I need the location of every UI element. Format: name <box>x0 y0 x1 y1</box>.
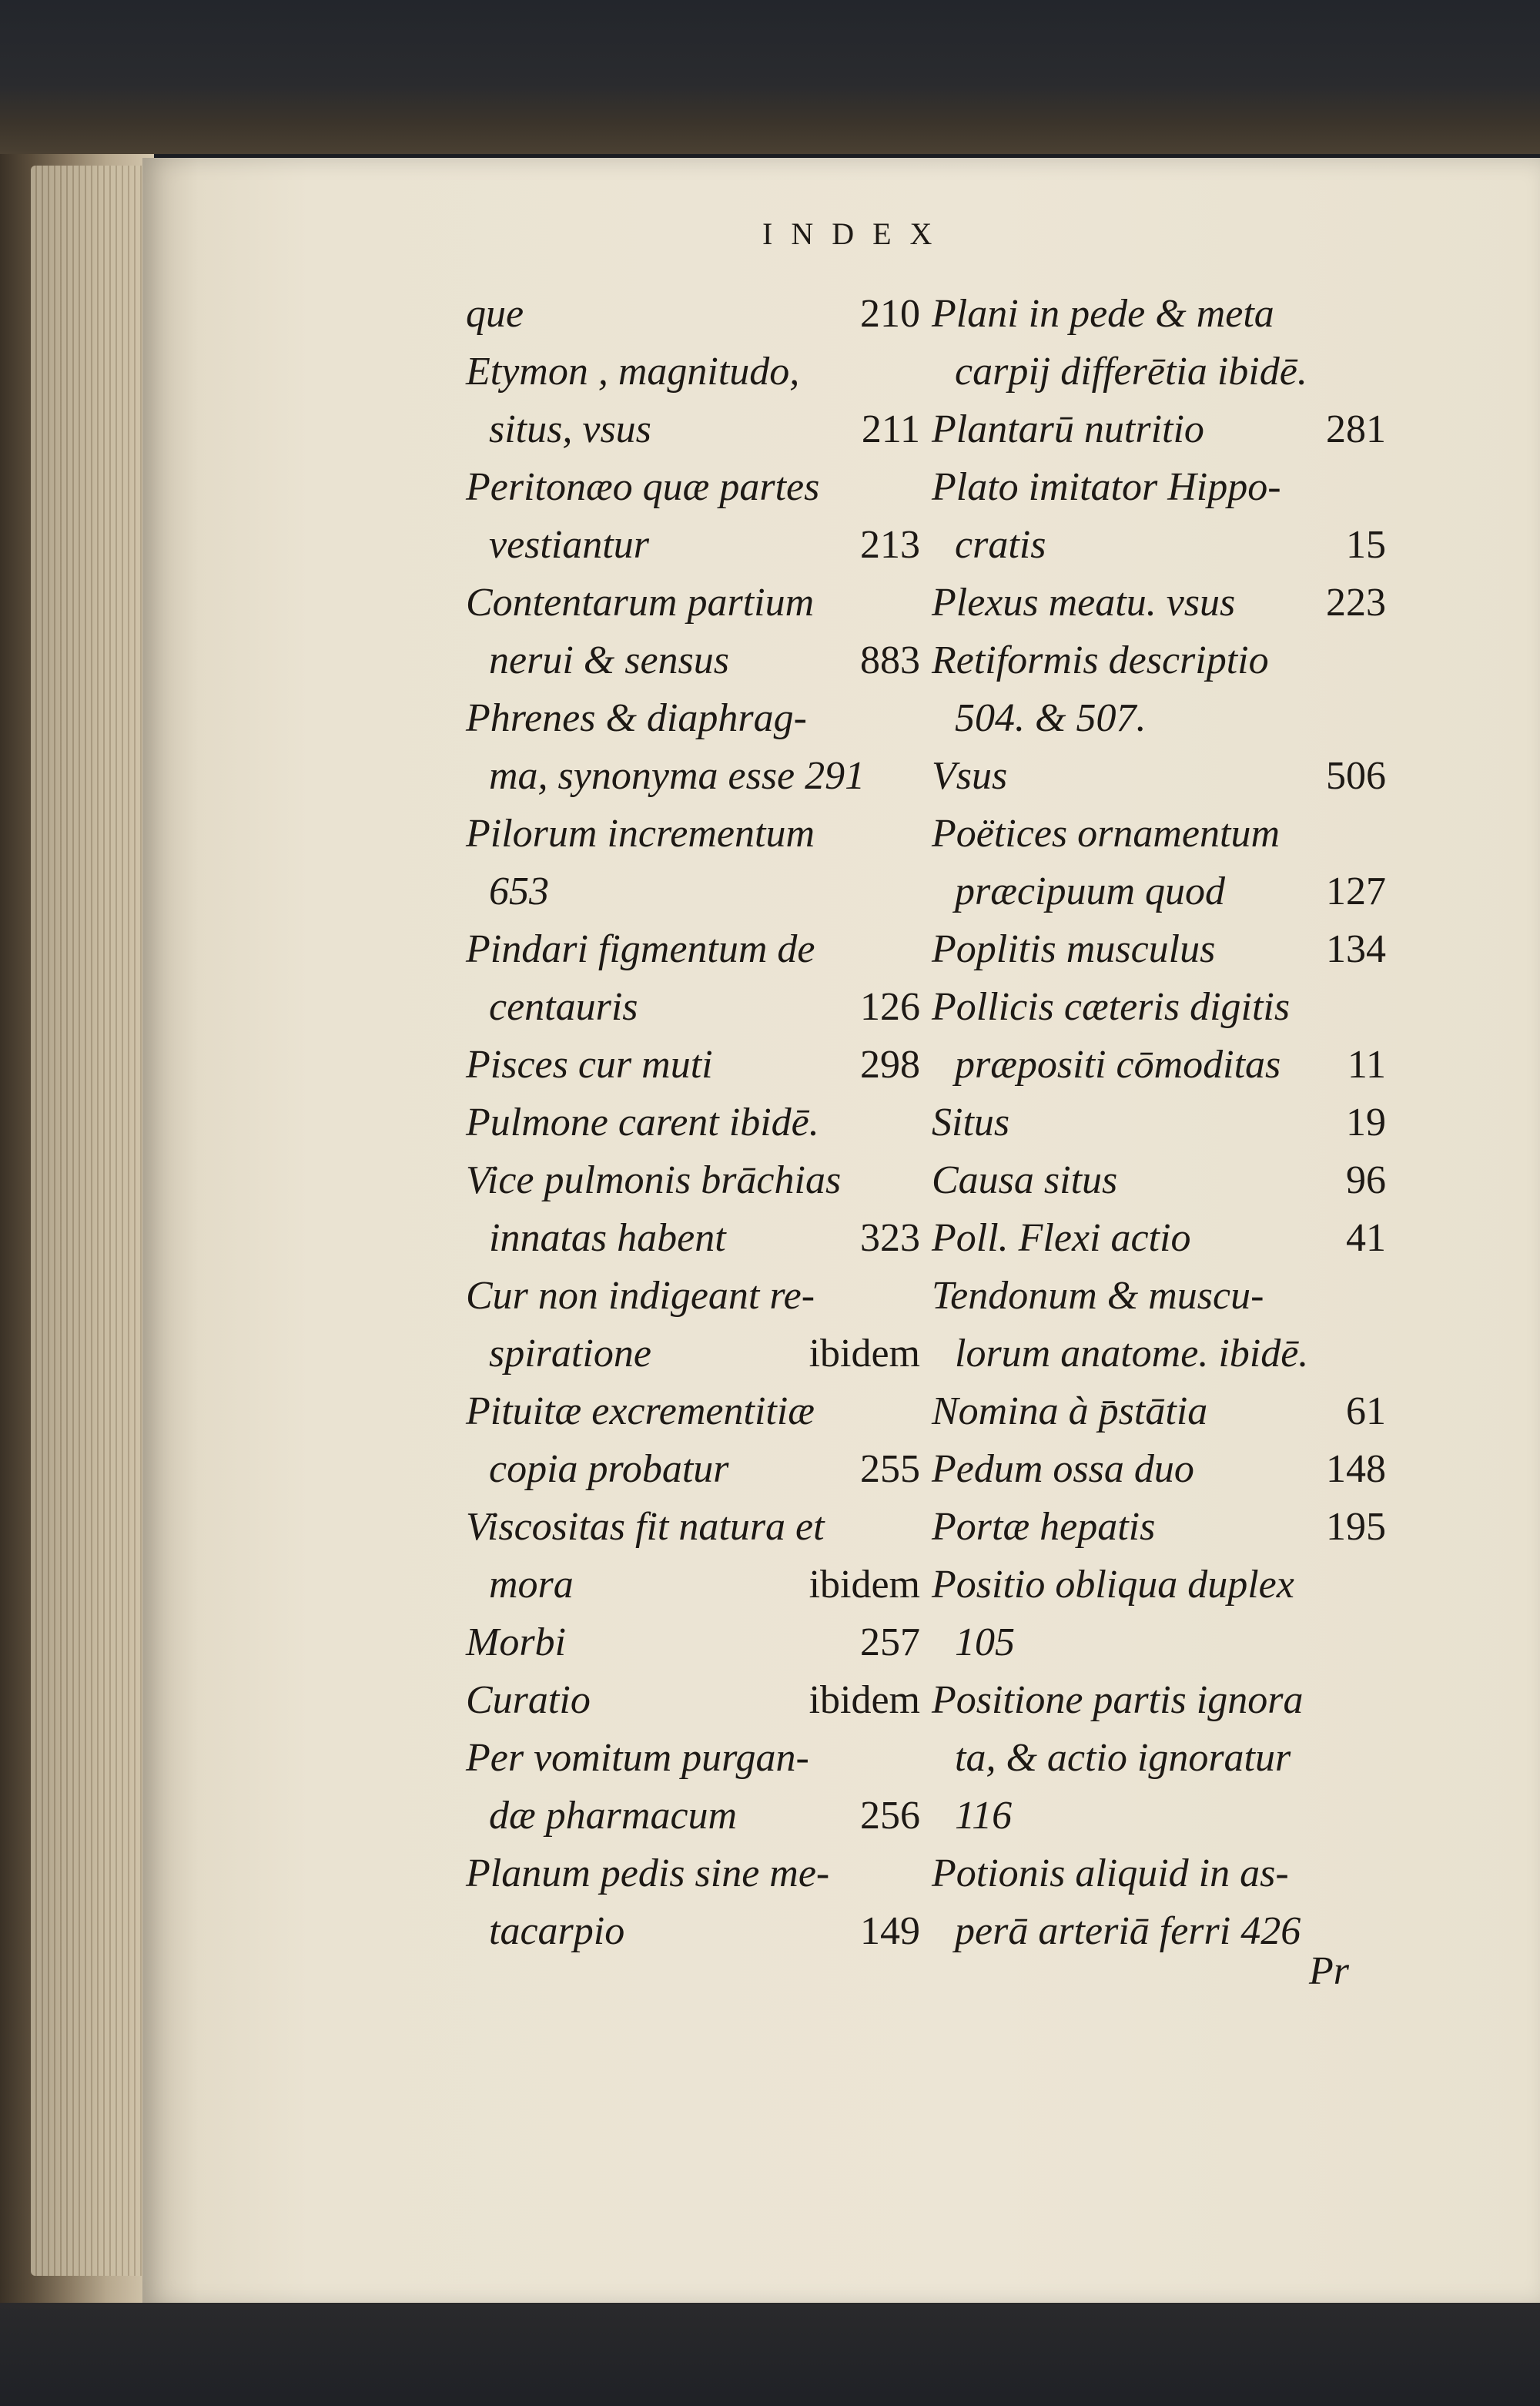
index-entry <box>466 1556 928 1613</box>
entry-text: Positio obliqua duplex <box>932 1563 1294 1607</box>
entry-page-number: 127 <box>1326 870 1386 913</box>
entry-page-number: 281 <box>1326 407 1386 451</box>
entry-text: ta, & actio ignoratur <box>955 1736 1291 1780</box>
index-entry <box>932 747 1394 805</box>
index-entry <box>932 1209 1394 1267</box>
entry-text: Pedum ossa duo <box>932 1447 1194 1491</box>
entry-text: Nomina à p̄stātia <box>932 1389 1208 1433</box>
entry-page-number: 223 <box>1326 581 1386 625</box>
entry-text: Tendonum & muscu- <box>932 1274 1264 1318</box>
entry-text: 105 <box>955 1620 1015 1664</box>
index-entry <box>466 1671 928 1729</box>
entry-text: nerui & sensus <box>489 638 729 682</box>
entry-text: spiratione <box>489 1332 651 1376</box>
index-entry <box>466 1382 928 1440</box>
entry-text: Plani in pede & meta <box>932 292 1274 336</box>
entry-page-number: 11 <box>1347 1043 1386 1087</box>
entry-text: carpij differētia ibidē. <box>955 350 1307 394</box>
entry-text: Plato imitator Hippo- <box>932 465 1281 509</box>
entry-text: Poëtices ornamentum <box>932 812 1281 856</box>
index-entry <box>466 574 928 632</box>
entry-page-number: 195 <box>1326 1505 1386 1549</box>
entry-text: 116 <box>955 1794 1013 1838</box>
index-entry <box>466 400 928 458</box>
entry-text: Retiformis descriptio <box>932 638 1269 682</box>
index-entry <box>932 400 1394 458</box>
entry-text: lorum anatome. ibidē. <box>955 1332 1309 1376</box>
index-entry <box>466 1845 928 1902</box>
index-entry <box>932 1498 1394 1556</box>
entry-page-number: 256 <box>860 1794 920 1838</box>
index-entry <box>466 1613 928 1671</box>
index-entry <box>932 574 1394 632</box>
entry-page-number: 148 <box>1326 1447 1386 1491</box>
catchword: Pr <box>1309 1949 1349 1993</box>
index-entry <box>932 1845 1394 1902</box>
index-entry <box>932 1556 1394 1613</box>
index-entry <box>932 1671 1394 1729</box>
index-entry <box>932 805 1394 863</box>
entry-text: dæ pharmacum <box>489 1794 738 1838</box>
entry-page-number: 41 <box>1346 1216 1386 1260</box>
index-entry <box>932 1036 1394 1094</box>
background-bottom <box>0 2303 1540 2406</box>
entry-page-number: 883 <box>860 638 920 682</box>
entry-page-number: 15 <box>1346 523 1386 567</box>
entry-text: 504. & 507. <box>955 696 1147 740</box>
background-top <box>0 0 1540 154</box>
index-entry <box>932 632 1394 689</box>
index-entry <box>466 458 928 516</box>
index-entry <box>932 689 1394 747</box>
index-entry <box>466 747 928 805</box>
index-entry <box>932 1382 1394 1440</box>
entry-page-number: ibidem <box>808 1563 920 1607</box>
entry-page-number: 210 <box>860 292 920 336</box>
index-entry <box>466 1094 928 1151</box>
entry-text: ma, synonyma esse 291 <box>489 754 865 798</box>
index-entry <box>932 1787 1394 1845</box>
entry-page-number: 19 <box>1346 1101 1386 1144</box>
entry-page-number: 134 <box>1326 927 1386 971</box>
entry-text: situs, vsus <box>489 407 651 451</box>
entry-text: 653 <box>489 870 549 913</box>
index-entry <box>466 1267 928 1325</box>
index-entry <box>466 285 928 343</box>
index-column-right <box>932 285 1394 1960</box>
index-entry <box>932 1613 1394 1671</box>
index-entry <box>466 978 928 1036</box>
entry-text: Vice pulmonis brāchias <box>466 1158 842 1202</box>
page-header: INDEX <box>762 216 951 251</box>
index-entry <box>466 1440 928 1498</box>
entry-page-number: 323 <box>860 1216 920 1260</box>
index-entry <box>466 1498 928 1556</box>
index-entry <box>466 1151 928 1209</box>
index-entry <box>932 978 1394 1036</box>
entry-text: Vsus <box>932 754 1008 798</box>
entry-text: Viscositas fit natura et <box>466 1505 825 1549</box>
index-entry <box>466 1902 928 1960</box>
entry-page-number: 213 <box>860 523 920 567</box>
entry-text: Plantarū nutritio <box>932 407 1204 451</box>
entry-text: Poplitis musculus <box>932 927 1216 971</box>
entry-text: præcipuum quod <box>955 870 1225 913</box>
index-entry <box>932 1151 1394 1209</box>
index-entry <box>466 805 928 863</box>
index-entry <box>466 1325 928 1382</box>
index-entry <box>466 1729 928 1787</box>
entry-text: Plexus meatu. vsus <box>932 581 1236 625</box>
index-column-left <box>466 285 928 1960</box>
entry-page-number: 61 <box>1346 1389 1386 1433</box>
entry-page-number: 149 <box>860 1909 920 1953</box>
entry-text: Morbi <box>466 1620 566 1664</box>
index-entry <box>932 516 1394 574</box>
index-entry <box>466 516 928 574</box>
entry-text: Curatio <box>466 1678 591 1722</box>
index-entry <box>932 1729 1394 1787</box>
entry-text: tacarpio <box>489 1909 625 1953</box>
index-entry <box>932 920 1394 978</box>
entry-text: Pollicis cæteris digitis <box>932 985 1291 1029</box>
entry-text: mora <box>489 1563 574 1607</box>
entry-text: centauris <box>489 985 638 1029</box>
entry-text: perā arteriā ferri 426 <box>955 1909 1301 1953</box>
index-entry <box>932 1440 1394 1498</box>
index-entry <box>932 285 1394 343</box>
entry-page-number: 126 <box>860 985 920 1029</box>
entry-page-number: 255 <box>860 1447 920 1491</box>
index-entry <box>466 863 928 920</box>
entry-text: Per vomitum purgan- <box>466 1736 809 1780</box>
index-entry <box>932 343 1394 400</box>
entry-text: Pituitæ excrementitiæ <box>466 1389 815 1433</box>
index-entry <box>466 343 928 400</box>
entry-text: copia probatur <box>489 1447 729 1491</box>
entry-text: Potionis aliquid in as- <box>932 1851 1289 1895</box>
entry-text: innatas habent <box>489 1216 726 1260</box>
entry-text: que <box>466 292 524 336</box>
entry-page-number: 298 <box>860 1043 920 1087</box>
entry-text: Positione partis ignora <box>932 1678 1304 1722</box>
entry-text: Pilorum incrementum <box>466 812 815 856</box>
index-entry <box>932 1094 1394 1151</box>
entry-text: Pulmone carent ibidē. <box>466 1101 819 1144</box>
entry-page-number: 506 <box>1326 754 1386 798</box>
page-stack <box>31 166 154 2276</box>
entry-text: Pisces cur muti <box>466 1043 713 1087</box>
entry-text: Planum pedis sine me- <box>466 1851 830 1895</box>
index-entry <box>466 689 928 747</box>
index-entry <box>466 1036 928 1094</box>
entry-text: Poll. Flexi actio <box>932 1216 1191 1260</box>
entry-text: Contentarum partium <box>466 581 815 625</box>
entry-text: Situs <box>932 1101 1010 1144</box>
index-entry <box>466 1209 928 1267</box>
entry-text: Phrenes & diaphrag- <box>466 696 807 740</box>
entry-page-number: 96 <box>1346 1158 1386 1202</box>
entry-text: Portæ hepatis <box>932 1505 1156 1549</box>
entry-page-number: 257 <box>860 1620 920 1664</box>
entry-page-number: ibidem <box>808 1332 920 1376</box>
entry-text: Etymon , magnitudo, <box>466 350 800 394</box>
index-entry <box>466 1787 928 1845</box>
index-entry <box>932 1325 1394 1382</box>
entry-page-number: ibidem <box>808 1678 920 1722</box>
entry-text: Pindari figmentum de <box>466 927 815 971</box>
index-entry <box>466 632 928 689</box>
entry-page-number: 211 <box>861 407 920 451</box>
entry-text: Peritonæo quæ partes <box>466 465 820 509</box>
entry-text: cratis <box>955 523 1046 567</box>
entry-text: Causa situs <box>932 1158 1118 1202</box>
entry-text: præpositi cōmoditas <box>955 1043 1281 1087</box>
index-entry <box>932 1267 1394 1325</box>
entry-text: vestiantur <box>489 523 649 567</box>
index-entry <box>932 458 1394 516</box>
index-entry <box>466 920 928 978</box>
entry-text: Cur non indigeant re- <box>466 1274 815 1318</box>
index-entry <box>932 863 1394 920</box>
